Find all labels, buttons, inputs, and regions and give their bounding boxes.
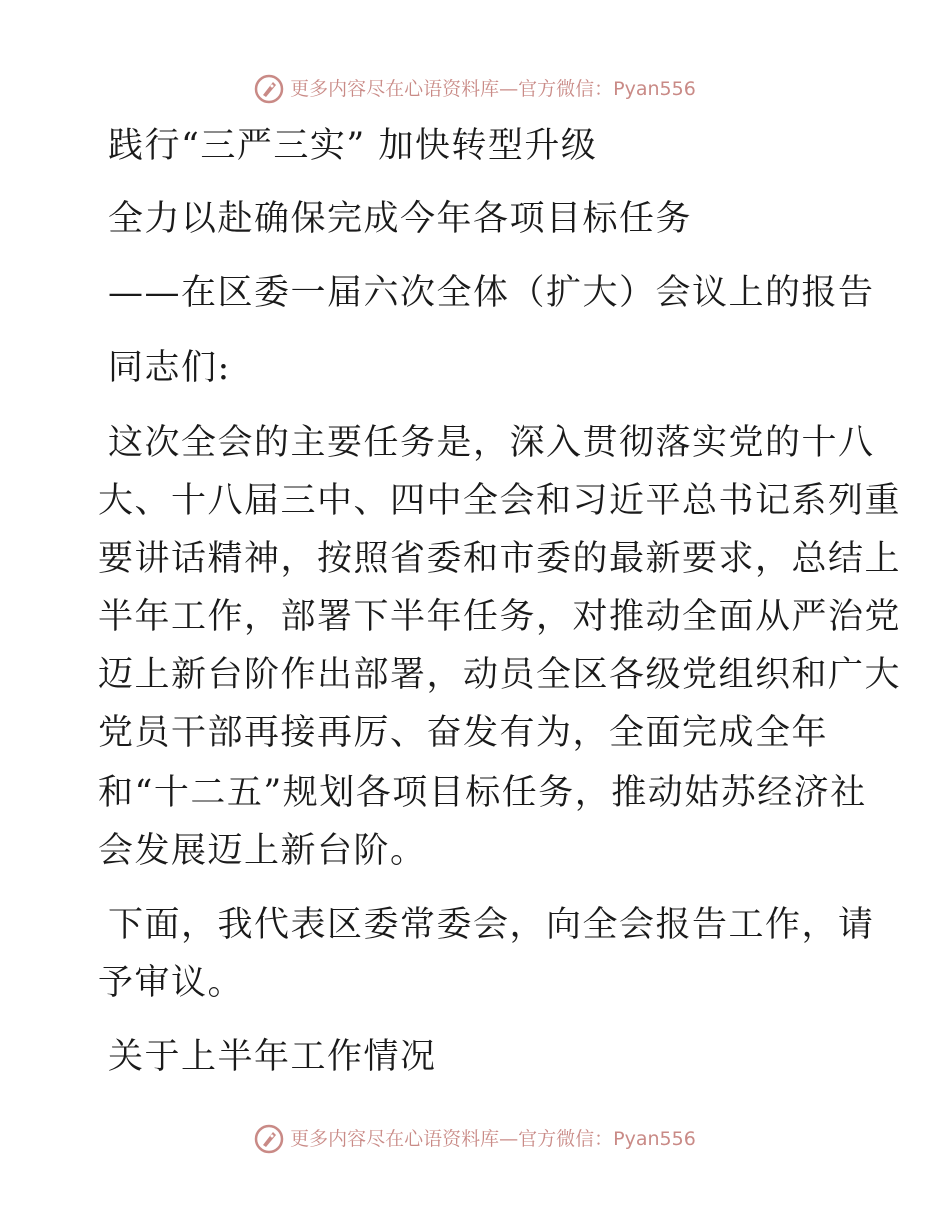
paragraph-line: 这次全会的主要任务是，深入贯彻落实党的十八 bbox=[108, 423, 875, 463]
paragraph-line: 大、十八届三中、四中全会和习近平总书记系列重 bbox=[98, 481, 902, 521]
watermark-footer bbox=[0, 1124, 950, 1154]
paragraph-line: 半年工作，部署下半年任务，对推动全面从严治党 bbox=[98, 597, 902, 637]
pen-nib-circle-icon bbox=[254, 74, 284, 104]
watermark-header bbox=[0, 74, 950, 104]
paragraph-line: 和“十二五”规划各项目标任务，推动姑苏经济社 bbox=[98, 773, 867, 813]
paragraph-line: 迈上新台阶作出部署，动员全区各级党组织和广大 bbox=[98, 655, 902, 695]
paragraph-line: 会发展迈上新台阶。 bbox=[98, 831, 427, 871]
section-heading: 关于上半年工作情况 bbox=[108, 1037, 437, 1077]
document-title: 践行“三严三实” 加快转型升级 bbox=[108, 126, 598, 166]
paragraph-line: 党员干部再接再厉、奋发有为，全面完成全年 bbox=[98, 713, 829, 753]
watermark-text: 更多内容尽在心语资料库—官方微信：Pyan556 bbox=[290, 78, 696, 100]
document-subtitle: 全力以赴确保完成今年各项目标任务 bbox=[108, 199, 693, 239]
pen-nib-circle-icon bbox=[254, 1124, 284, 1154]
salutation: 同志们: bbox=[108, 348, 231, 388]
document-report-line: ——在区委一届六次全体（扩大）会议上的报告 bbox=[108, 273, 875, 313]
paragraph-line: 予审议。 bbox=[98, 963, 245, 1003]
paragraph-line: 下面，我代表区委常委会，向全会报告工作，请 bbox=[108, 905, 875, 945]
paragraph-line: 要讲话精神，按照省委和市委的最新要求，总结上 bbox=[98, 539, 902, 579]
watermark-text: 更多内容尽在心语资料库—官方微信：Pyan556 bbox=[290, 1128, 696, 1150]
